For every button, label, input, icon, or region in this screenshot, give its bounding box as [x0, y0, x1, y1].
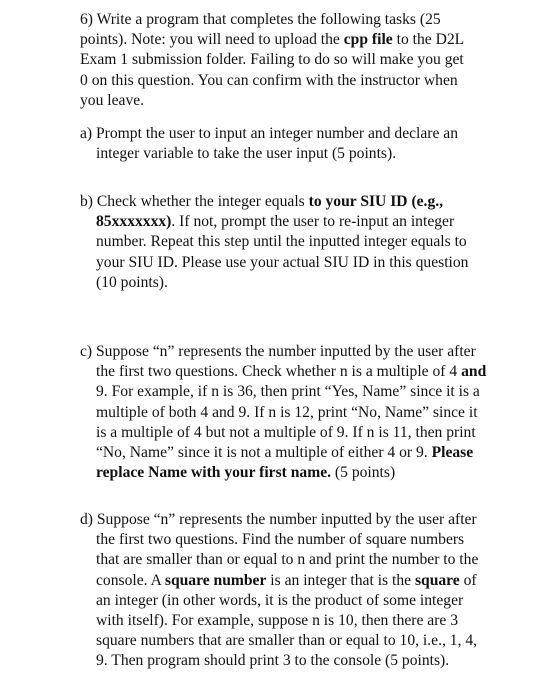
- intro-text-1: 6) Write a program that completes the following tasks (25 points). Note: you will need to upload the: [80, 11, 441, 49]
- part-c: [80, 342, 488, 483]
- part-c-text-3: (5 points): [331, 464, 396, 482]
- part-d-text-1: d) Suppose “n” represents the number inputted by the user after the first two questions. Find the number of square numbers that are smaller than or equal to n and print the number to the console. A: [80, 511, 479, 589]
- part-d-bold-2: square: [414, 571, 460, 589]
- part-d-text-2: is an integer that is the: [266, 571, 415, 589]
- part-a: [80, 124, 462, 164]
- part-d-bold-1: square number: [164, 571, 267, 589]
- part-c-text-1: c) Suppose “n” represents the number inputted by the user after the first two questions. Check whether n is a multiple of 4: [80, 343, 476, 381]
- intro-text-2: to the D2L Exam 1 submission folder. Failing to do so will make you get 0 on this question. You can confirm with the instructor when you leave.: [80, 31, 464, 109]
- part-a-text: a) Prompt the user to input an integer number and declare an integer variable to take the user input (5 points).: [80, 125, 459, 163]
- part-b: [80, 192, 488, 293]
- part-d: [80, 510, 488, 672]
- part-b-text-1: b) Check whether the integer equals: [80, 193, 309, 210]
- part-c-text-2: 9. For example, if n is 36, then print “Yes, Name” since it is a multiple of both 4 and 9. If n is 12, print “No, Name” since it is a multiple of 4 but not a multiple of 9. If n is 11, then print “No, Name” since it is not a multiple of either 4 or 9.: [96, 383, 480, 462]
- part-c-bold-1: and: [461, 363, 487, 381]
- part-c-bold-2: Please replace Name with your first name.: [96, 444, 474, 482]
- part-d-text-3: of an integer (in other words, it is the product of some integer with itself). For example, suppose n is 10, then there are 3 square numbers that are smaller than or equal to 10, i.e., 1, 4, 9. Then program should print 3 to the console (5 points).: [96, 571, 478, 670]
- part-b-bold-1: to your SIU ID (e.g., 85xxxxxxx): [96, 193, 444, 231]
- part-b-text-2: . If not, prompt the user to re-input an integer number. Repeat this step until the inputted integer equals to your SIU ID. Please use your actual SIU ID in this question (10 points).: [96, 213, 469, 291]
- intro-bold-1: cpp file: [343, 31, 393, 49]
- question-intro: [80, 10, 472, 111]
